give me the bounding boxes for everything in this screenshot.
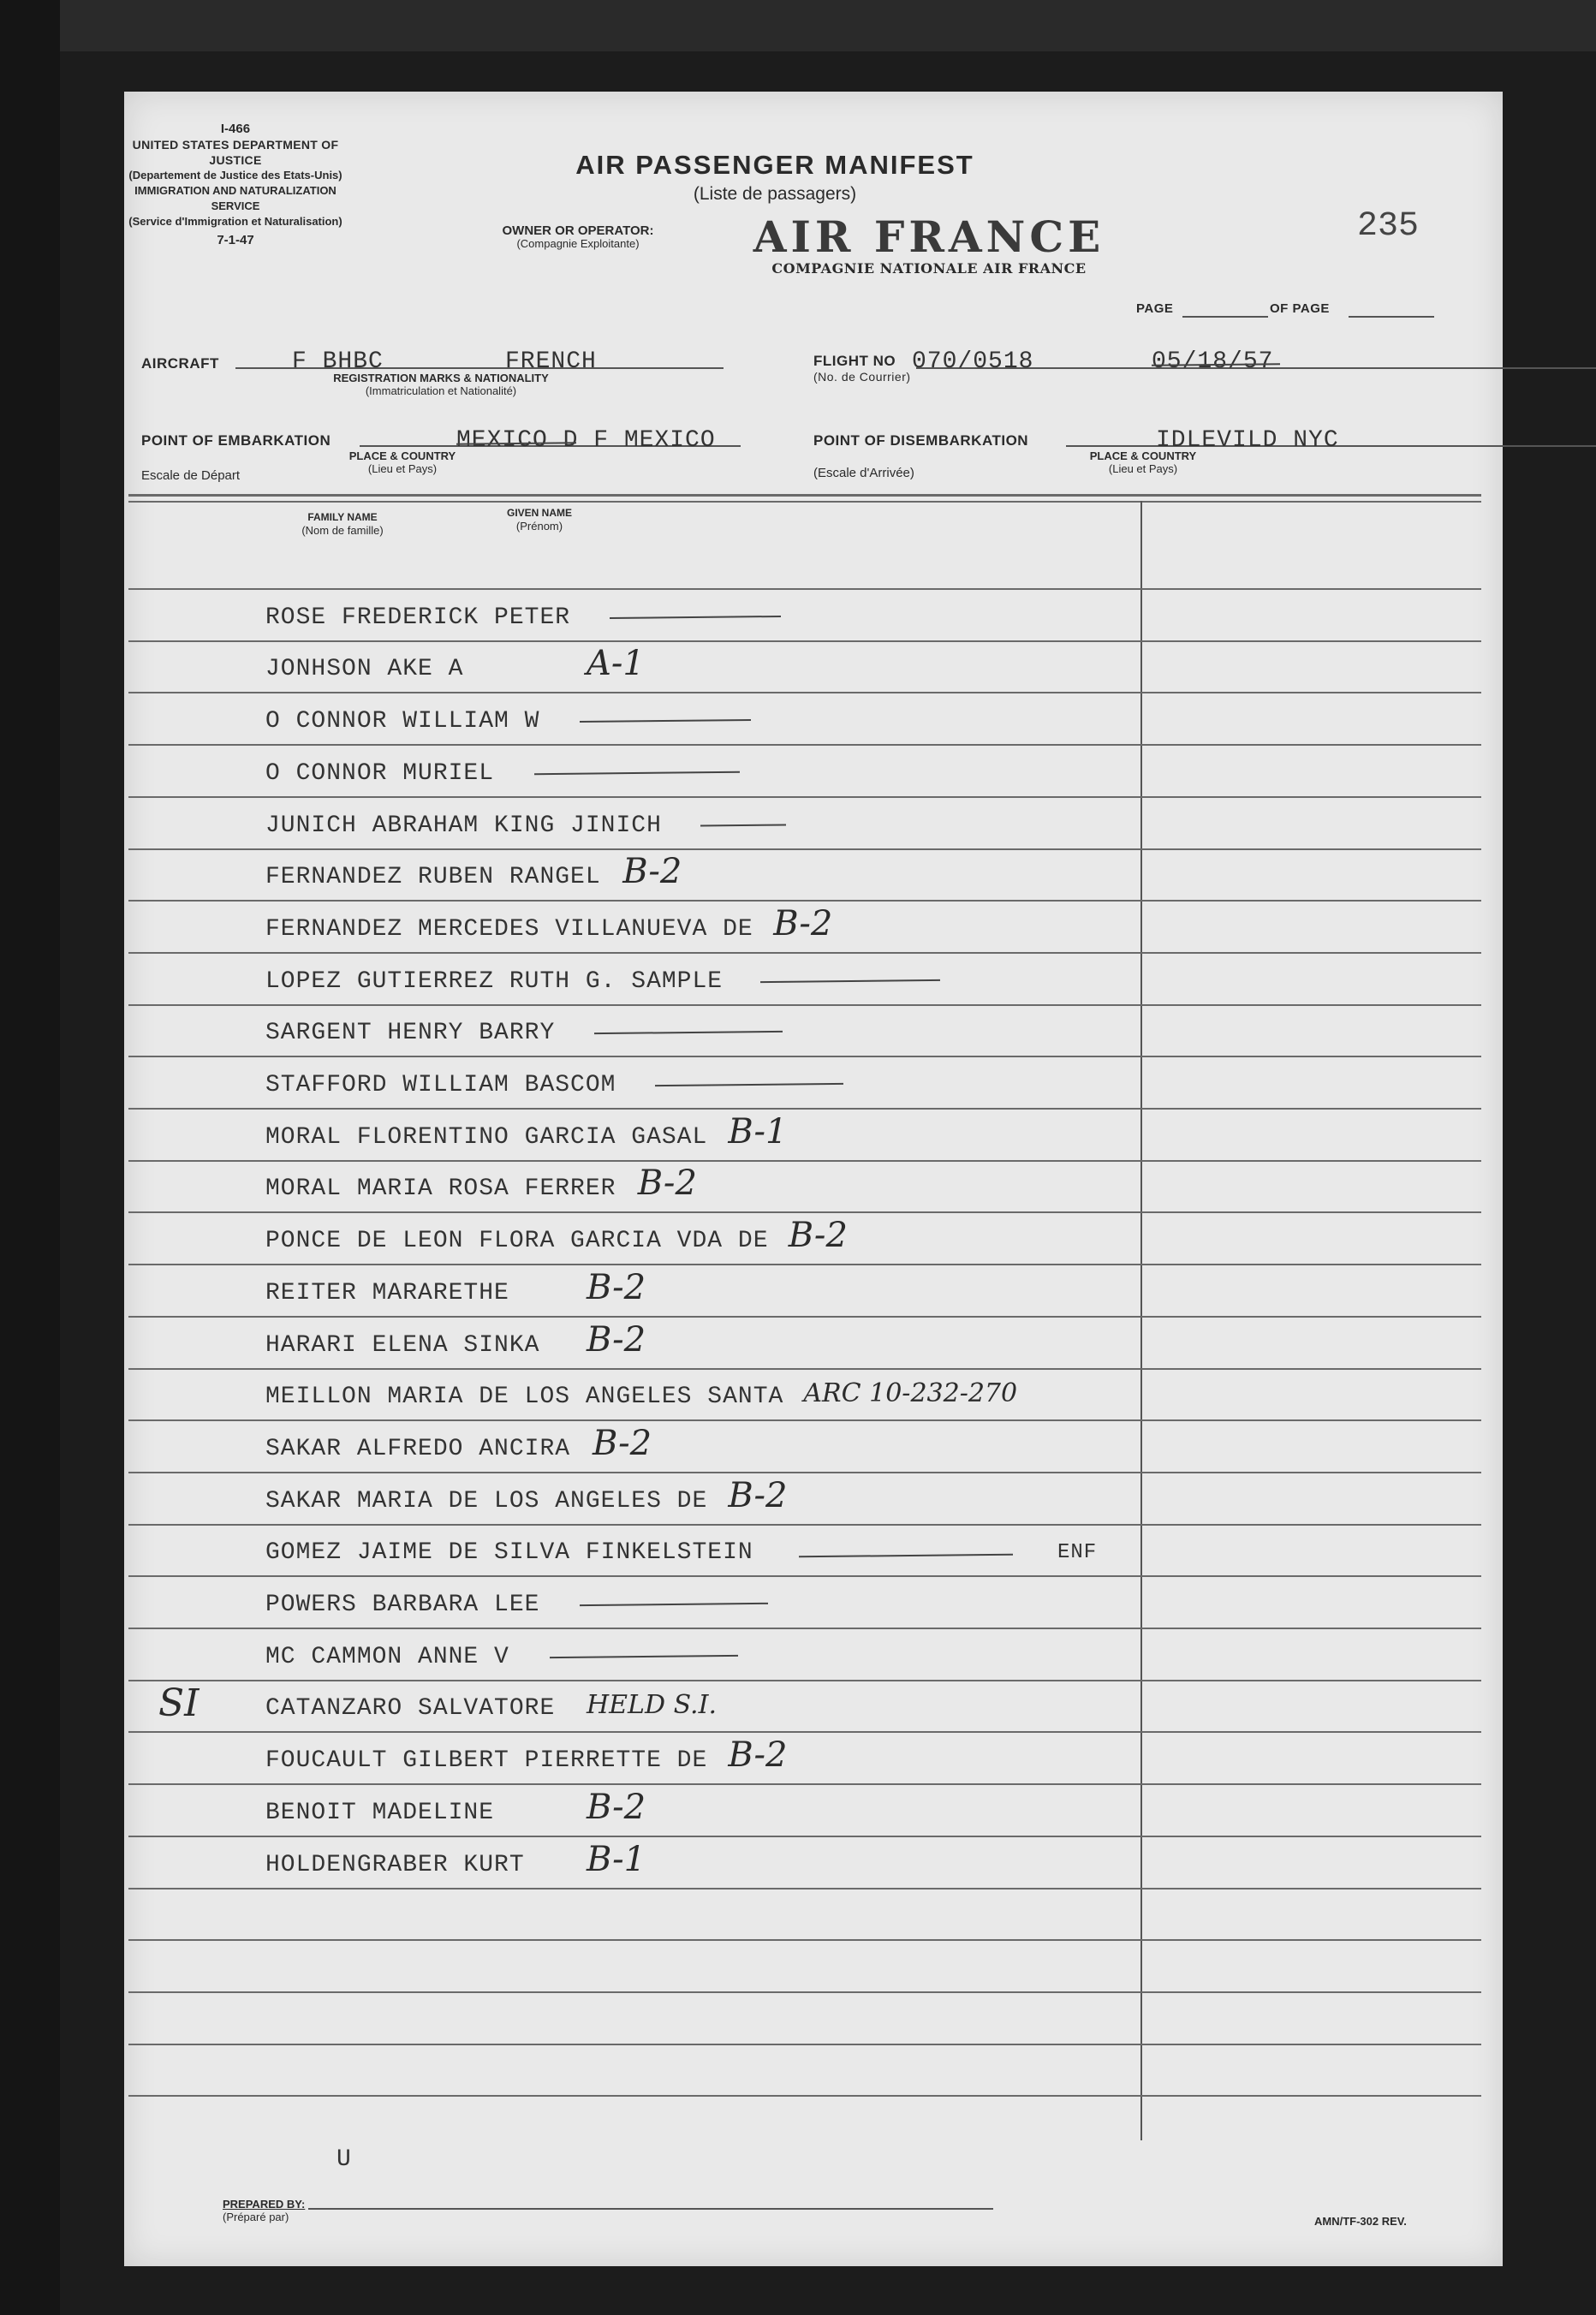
passenger-row (124, 1268, 1134, 1316)
table-rule (128, 1836, 1481, 1837)
table-rule (128, 1575, 1481, 1577)
passenger-note: B-1 (728, 1112, 788, 1152)
passenger-row (124, 1013, 1134, 1056)
registration-caption-text: REGISTRATION MARKS & NATIONALITY (333, 372, 549, 384)
table-rule (128, 1316, 1481, 1318)
passenger-row (124, 1216, 1134, 1264)
table-rule (128, 1888, 1481, 1889)
passenger-name: HARARI ELENA SINKA (265, 1332, 540, 1359)
of-page-label: OF PAGE (1270, 301, 1330, 316)
passenger-name: MORAL FLORENTINO GARCIA GASAL (265, 1124, 708, 1151)
embarkation-label: POINT OF EMBARKATION (141, 432, 331, 449)
disembarkation-label: POINT OF DISEMBARKATION (813, 432, 1029, 449)
margin-annotation: SI (158, 1681, 200, 1725)
passenger-name: FERNANDEZ RUBEN RANGEL (265, 864, 601, 890)
passenger-row (124, 1377, 1134, 1419)
passenger-note: B-2 (728, 1476, 788, 1515)
passenger-note: B-2 (587, 1320, 646, 1360)
passenger-note: B-2 (773, 904, 833, 943)
passenger-name: PONCE DE LEON FLORA GARCIA VDA DE (265, 1228, 769, 1254)
disembarkation-label-fr: (Escale d'Arrivée) (813, 466, 914, 480)
passenger-row (124, 961, 1134, 1004)
form-number: I-466 (220, 122, 251, 136)
passenger-row (124, 1532, 1134, 1575)
aircraft-nationality: FRENCH (505, 348, 597, 375)
table-rule (128, 1108, 1481, 1110)
passenger-note: B-2 (587, 1788, 646, 1827)
table-rule (128, 1524, 1481, 1526)
passenger-note: ARC 10-232-270 (803, 1378, 1018, 1408)
table-rule (128, 796, 1481, 798)
table-rule (128, 744, 1481, 746)
dash-stroke (799, 1554, 1013, 1558)
passenger-row (124, 1788, 1134, 1836)
agency-name-fr: (Departement de Justice des Etats-Unis) (128, 169, 342, 182)
dash-stroke (700, 824, 786, 826)
disembark-place-caption (1075, 449, 1212, 475)
prepared-by-label: PREPARED BY: (223, 2198, 306, 2211)
table-rule (128, 2044, 1481, 2045)
service-name: IMMIGRATION AND NATURALIZATION SERVICE (134, 184, 336, 212)
owner-label-fr: (Compagnie Exploitante) (516, 237, 640, 250)
table-rule (128, 2095, 1481, 2097)
passenger-name: REITER MARARETHE (265, 1280, 509, 1306)
registration-caption (270, 372, 612, 397)
passenger-name: SAKAR MARIA DE LOS ANGELES DE (265, 1488, 708, 1515)
embark-place-caption-fr: (Lieu et Pays) (367, 462, 438, 475)
given-name-header-text: GIVEN NAME (506, 507, 572, 519)
table-rule (128, 1991, 1481, 1993)
column-divider (1140, 501, 1142, 2140)
disembarkation-place: IDLEVILD NYC (1156, 427, 1339, 454)
disembark-place-caption-text: PLACE & COUNTRY (1089, 449, 1197, 462)
passenger-name: POWERS BARBARA LEE (265, 1592, 540, 1618)
airline-name: AIR FRANCE (753, 211, 1105, 262)
passenger-name: MC CAMMON ANNE V (265, 1644, 509, 1670)
passenger-name: GOMEZ JAIME DE SILVA FINKELSTEIN (265, 1539, 753, 1566)
manifest-title-fr: (Liste de passagers) (693, 184, 857, 204)
table-rule (128, 900, 1481, 902)
page-label: PAGE (1136, 301, 1174, 316)
passenger-note: B-2 (637, 1163, 697, 1203)
passenger-note: B-2 (788, 1216, 848, 1255)
dash-stroke (655, 1083, 843, 1086)
passenger-row (124, 1637, 1134, 1680)
table-rule (128, 692, 1481, 693)
passenger-note: ENF (1057, 1541, 1098, 1564)
passenger-name: STAFFORD WILLIAM BASCOM (265, 1072, 616, 1098)
passenger-name: HOLDENGRABER KURT (265, 1852, 525, 1878)
table-rule (128, 1472, 1481, 1473)
table-rule (128, 1783, 1481, 1785)
embark-place-caption (334, 449, 471, 475)
table-rule (128, 1264, 1481, 1265)
table-rule (128, 1160, 1481, 1162)
manifest-sheet (124, 92, 1503, 2266)
passenger-note: HELD S.I. (587, 1690, 717, 1720)
family-name-header (291, 511, 394, 537)
table-rule (128, 952, 1481, 954)
table-rule (128, 1368, 1481, 1370)
passenger-row (124, 1585, 1134, 1628)
passenger-name: O CONNOR WILLIAM W (265, 708, 540, 735)
disembark-place-caption-fr: (Lieu et Pays) (1108, 462, 1178, 475)
flight-date: 05/18/57 (1152, 348, 1274, 375)
dash-stroke (594, 1031, 783, 1034)
passenger-row (124, 644, 1134, 692)
table-rule (128, 848, 1481, 850)
footer-mark: U (336, 2146, 352, 2173)
dash-stroke (580, 719, 751, 723)
family-name-header-text: FAMILY NAME (307, 511, 378, 523)
passenger-note: B-2 (728, 1735, 788, 1775)
passenger-row (124, 1112, 1134, 1160)
table-rule (128, 1628, 1481, 1629)
table-rule (128, 640, 1481, 642)
dash-stroke (550, 1655, 738, 1658)
passenger-name: JUNICH ABRAHAM KING JINICH (265, 812, 662, 839)
prepared-by-label-fr: (Préparé par) (223, 2211, 289, 2223)
passenger-name: O CONNOR MURIEL (265, 760, 495, 787)
passenger-row (124, 904, 1134, 952)
flight-label-fr: (No. de Courrier) (813, 370, 911, 384)
table-rule (128, 1419, 1481, 1421)
passenger-name: MORAL MARIA ROSA FERRER (265, 1175, 616, 1202)
passenger-row (124, 1840, 1134, 1888)
aircraft-registration: F BHBC (292, 348, 384, 375)
aircraft-label: AIRCRAFT (141, 355, 219, 372)
flight-label (813, 353, 911, 384)
passenger-name: JONHSON AKE A (265, 656, 464, 682)
passenger-row (124, 701, 1134, 744)
table-rule (128, 1004, 1481, 1006)
owner-label-text: OWNER OR OPERATOR: (502, 223, 654, 238)
passenger-name: SARGENT HENRY BARRY (265, 1020, 556, 1046)
passenger-note: B-2 (622, 852, 682, 891)
embarkation-label-fr: Escale de Départ (141, 468, 241, 483)
passenger-row (124, 1163, 1134, 1211)
passenger-row (124, 598, 1134, 640)
passenger-name: BENOIT MADELINE (265, 1800, 495, 1826)
passenger-note: B-2 (587, 1268, 646, 1307)
registration-caption-fr: (Immatriculation et Nationalité) (365, 384, 517, 397)
table-rule (128, 1939, 1481, 1941)
family-name-header-fr: (Nom de famille) (301, 524, 384, 537)
passenger-note: B-1 (587, 1840, 646, 1879)
table-rule (128, 588, 1481, 590)
dash-stroke (580, 1603, 768, 1606)
embark-place-caption-text: PLACE & COUNTRY (348, 449, 456, 462)
sheet-number: 235 (1357, 207, 1420, 246)
passenger-row (124, 1735, 1134, 1783)
agency-block (128, 122, 342, 248)
passenger-name: MEILLON MARIA DE LOS ANGELES SANTA (265, 1384, 784, 1410)
dash-stroke (610, 616, 781, 619)
passenger-row (124, 806, 1134, 848)
service-name-fr: (Service d'Immigration et Naturalisation) (128, 215, 342, 228)
passenger-name: ROSE FREDERICK PETER (265, 604, 571, 631)
passenger-row (124, 852, 1134, 900)
manifest-title: AIR PASSENGER MANIFEST (575, 150, 974, 180)
airline-subtitle: COMPAGNIE NATIONALE AIR FRANCE (771, 260, 1087, 277)
dash-stroke (534, 771, 740, 776)
table-rule (128, 1731, 1481, 1733)
passenger-row (124, 1065, 1134, 1108)
owner-label (475, 224, 681, 250)
prepared-by (223, 2198, 305, 2223)
passenger-name: LOPEZ GUTIERREZ RUTH G. SAMPLE (265, 968, 724, 995)
table-rule (128, 1056, 1481, 1057)
passenger-name: FERNANDEZ MERCEDES VILLANUEVA DE (265, 916, 753, 943)
embarkation-place: MEXICO D F MEXICO (456, 427, 716, 454)
passenger-name: SAKAR ALFREDO ANCIRA (265, 1436, 571, 1462)
passenger-row (124, 1681, 1134, 1731)
given-name-header-fr: (Prénom) (515, 520, 563, 533)
table-rule (128, 1680, 1481, 1681)
passenger-note: B-2 (593, 1424, 652, 1463)
flight-label-text: FLIGHT NO (813, 353, 896, 369)
form-code: AMN/TF-302 REV. (1314, 2215, 1407, 2228)
passenger-name: FOUCAULT GILBERT PIERRETTE DE (265, 1747, 708, 1774)
passenger-row (124, 1320, 1134, 1368)
flight-number: 070/0518 (912, 348, 1034, 375)
table-rule (128, 1211, 1481, 1213)
dash-stroke (760, 979, 940, 983)
given-name-header (488, 507, 591, 533)
passenger-name: CATANZARO SALVATORE (265, 1695, 556, 1722)
passenger-row (124, 1424, 1134, 1472)
form-date: 7-1-47 (217, 233, 254, 247)
agency-name: UNITED STATES DEPARTMENT OF JUSTICE (132, 138, 339, 167)
passenger-row (124, 1476, 1134, 1524)
passenger-note: A-1 (587, 644, 645, 683)
passenger-row (124, 753, 1134, 796)
